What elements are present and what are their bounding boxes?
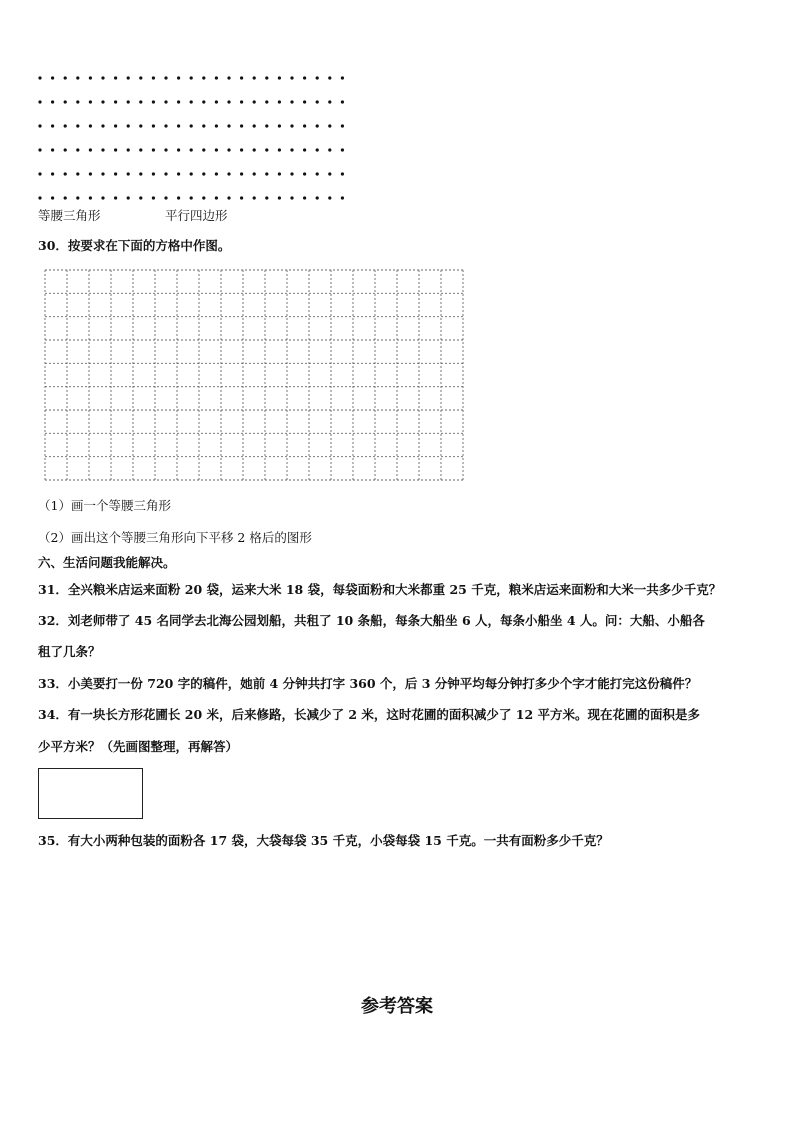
- question-30-part-2: （2）画出这个等腰三角形向下平移 2 格后的图形: [38, 530, 312, 545]
- grid-dot: [89, 124, 92, 127]
- grid-dot: [190, 76, 193, 79]
- grid-dot: [89, 148, 92, 151]
- grid-dot: [114, 100, 117, 103]
- grid-dot: [240, 148, 243, 151]
- grid-dot: [89, 196, 92, 199]
- section-6-title: 六、生活问题我能解决。: [38, 555, 176, 570]
- square-grid-lines: [45, 270, 463, 480]
- question-33: 33．小美要打一份 720 字的稿件，她前 4 分钟共打字 360 个，后 3 分钟平均每分钟打多少个字才能打完这份稿件？: [38, 676, 698, 691]
- grid-dot: [114, 172, 117, 175]
- grid-dot: [253, 76, 256, 79]
- grid-dot: [316, 196, 319, 199]
- grid-dot: [240, 124, 243, 127]
- grid-dot: [139, 196, 142, 199]
- grid-dot: [265, 100, 268, 103]
- grid-dot: [253, 100, 256, 103]
- grid-dot: [190, 148, 193, 151]
- grid-dot: [316, 124, 319, 127]
- grid-dot: [89, 172, 92, 175]
- grid-dot: [127, 124, 130, 127]
- grid-dot: [202, 76, 205, 79]
- grid-dot: [227, 172, 230, 175]
- grid-dot: [64, 100, 67, 103]
- grid-dot: [127, 76, 130, 79]
- grid-dot: [215, 172, 218, 175]
- grid-dot: [164, 148, 167, 151]
- question-34-line-2: 少平方米？（先画图整理，再解答）: [38, 739, 239, 754]
- question-30-part-1: （1）画一个等腰三角形: [38, 498, 171, 513]
- grid-dot: [202, 196, 205, 199]
- grid-dot: [64, 76, 67, 79]
- grid-dot: [101, 76, 104, 79]
- grid-dot: [152, 148, 155, 151]
- grid-dot: [328, 76, 331, 79]
- grid-dot: [127, 100, 130, 103]
- grid-dot: [303, 172, 306, 175]
- grid-dot: [215, 148, 218, 151]
- grid-dot: [265, 148, 268, 151]
- grid-dot: [253, 196, 256, 199]
- dot-grid-label-parallelogram: 平行四边形: [165, 208, 228, 223]
- grid-dot: [101, 196, 104, 199]
- grid-dot: [164, 100, 167, 103]
- grid-dot: [164, 172, 167, 175]
- grid-dot: [101, 124, 104, 127]
- grid-dot: [51, 172, 54, 175]
- grid-dot: [328, 124, 331, 127]
- grid-dot: [328, 148, 331, 151]
- grid-dot: [114, 148, 117, 151]
- grid-dot: [76, 100, 79, 103]
- grid-dot: [316, 148, 319, 151]
- grid-dot: [64, 124, 67, 127]
- question-30-title: 30．按要求在下面的方格中作图。: [38, 238, 231, 253]
- dot-grid-label-isosceles-triangle: 等腰三角形: [38, 208, 101, 223]
- grid-dot: [76, 196, 79, 199]
- grid-dot: [227, 148, 230, 151]
- grid-dot: [265, 124, 268, 127]
- grid-dot: [139, 124, 142, 127]
- answer-heading: 参考答案: [361, 996, 433, 1017]
- question-32-line-1: 32．刘老师带了 45 名同学去北海公园划船，共租了 10 条船，每条大船坐 6 人，每条小船坐 4 人。问：大船、小船各: [38, 613, 705, 628]
- grid-dot: [227, 100, 230, 103]
- grid-dot: [290, 148, 293, 151]
- grid-dot: [139, 172, 142, 175]
- grid-dot: [190, 172, 193, 175]
- grid-dot: [164, 196, 167, 199]
- grid-dot: [177, 124, 180, 127]
- grid-dot: [38, 100, 41, 103]
- grid-dot: [38, 172, 41, 175]
- grid-dot: [227, 76, 230, 79]
- grid-dot: [164, 124, 167, 127]
- grid-dot: [127, 148, 130, 151]
- grid-dot: [190, 196, 193, 199]
- grid-dot: [152, 76, 155, 79]
- grid-dot: [316, 76, 319, 79]
- grid-dot: [253, 148, 256, 151]
- grid-dot: [290, 172, 293, 175]
- grid-dot: [76, 124, 79, 127]
- grid-dot: [177, 196, 180, 199]
- grid-dot: [139, 148, 142, 151]
- grid-dot: [240, 76, 243, 79]
- grid-dot: [341, 76, 344, 79]
- grid-dot: [101, 100, 104, 103]
- question-35: 35．有大小两种包装的面粉各 17 袋，大袋每袋 35 千克，小袋每袋 15 千克。一共有面粉多少千克？: [38, 833, 609, 848]
- grid-dot: [202, 100, 205, 103]
- question-31: 31．全兴粮米店运来面粉 20 袋，运来大米 18 袋，每袋面粉和大米都重 25 千克，粮米店运来面粉和大米一共多少千克？: [38, 582, 722, 597]
- grid-dot: [303, 100, 306, 103]
- grid-dot: [316, 100, 319, 103]
- grid-dot: [177, 100, 180, 103]
- grid-dot: [51, 100, 54, 103]
- grid-dot: [38, 148, 41, 151]
- grid-dot: [341, 100, 344, 103]
- grid-dot: [64, 148, 67, 151]
- grid-dot: [303, 196, 306, 199]
- grid-dot: [240, 196, 243, 199]
- grid-dot: [177, 76, 180, 79]
- drawing-box: [38, 768, 143, 819]
- square-grid: [44, 269, 465, 482]
- grid-dot: [303, 124, 306, 127]
- grid-dot: [164, 76, 167, 79]
- grid-dot: [253, 172, 256, 175]
- grid-dot: [152, 100, 155, 103]
- grid-dot: [278, 100, 281, 103]
- grid-dot: [240, 172, 243, 175]
- grid-dot: [253, 124, 256, 127]
- grid-dot: [64, 196, 67, 199]
- grid-dot: [278, 76, 281, 79]
- grid-dot: [265, 196, 268, 199]
- grid-dot: [215, 100, 218, 103]
- grid-dot: [177, 148, 180, 151]
- grid-dot: [51, 124, 54, 127]
- grid-dot: [316, 172, 319, 175]
- question-34-line-1: 34．有一块长方形花圃长 20 米，后来修路，长减少了 2 米，这时花圃的面积减少了 12 平方米。现在花圃的面积是多: [38, 707, 700, 722]
- grid-dot: [240, 100, 243, 103]
- grid-dot: [215, 196, 218, 199]
- grid-dot: [341, 196, 344, 199]
- grid-dot: [38, 124, 41, 127]
- question-32-line-2: 租了几条？: [38, 644, 101, 659]
- grid-dot: [341, 148, 344, 151]
- grid-dot: [139, 76, 142, 79]
- grid-dot: [190, 100, 193, 103]
- grid-dot: [190, 124, 193, 127]
- grid-dot: [303, 148, 306, 151]
- grid-dot: [278, 148, 281, 151]
- grid-dot: [303, 76, 306, 79]
- grid-dot: [114, 76, 117, 79]
- grid-dot: [152, 124, 155, 127]
- grid-dot: [341, 124, 344, 127]
- grid-dot: [215, 76, 218, 79]
- grid-dot: [290, 124, 293, 127]
- grid-dot: [64, 172, 67, 175]
- grid-dot: [114, 196, 117, 199]
- grid-dot: [278, 172, 281, 175]
- grid-dot: [114, 124, 117, 127]
- grid-dot: [76, 148, 79, 151]
- grid-dot: [38, 196, 41, 199]
- grid-dot: [127, 172, 130, 175]
- grid-dot: [328, 196, 331, 199]
- grid-dot: [202, 172, 205, 175]
- grid-dot: [139, 100, 142, 103]
- grid-dot: [202, 124, 205, 127]
- grid-dot: [152, 172, 155, 175]
- grid-dot: [177, 172, 180, 175]
- grid-dot: [290, 100, 293, 103]
- grid-dot: [152, 196, 155, 199]
- grid-dot: [265, 172, 268, 175]
- grid-dot: [51, 148, 54, 151]
- grid-dot: [101, 148, 104, 151]
- grid-dot: [278, 124, 281, 127]
- grid-dot: [51, 196, 54, 199]
- grid-dot: [290, 196, 293, 199]
- grid-dot: [278, 196, 281, 199]
- grid-dot: [290, 76, 293, 79]
- grid-dot: [341, 172, 344, 175]
- grid-dot: [227, 196, 230, 199]
- grid-dot: [101, 172, 104, 175]
- grid-dot: [215, 124, 218, 127]
- grid-dot: [51, 76, 54, 79]
- grid-dot: [38, 76, 41, 79]
- grid-dot: [202, 148, 205, 151]
- grid-dot: [328, 172, 331, 175]
- grid-dot: [227, 124, 230, 127]
- grid-dot: [265, 76, 268, 79]
- grid-dot: [76, 172, 79, 175]
- grid-dot: [127, 196, 130, 199]
- grid-dot: [89, 76, 92, 79]
- grid-dot: [89, 100, 92, 103]
- grid-dot: [328, 100, 331, 103]
- dot-grid: [30, 68, 360, 208]
- dot-grid-points: [38, 76, 344, 199]
- grid-dot: [76, 76, 79, 79]
